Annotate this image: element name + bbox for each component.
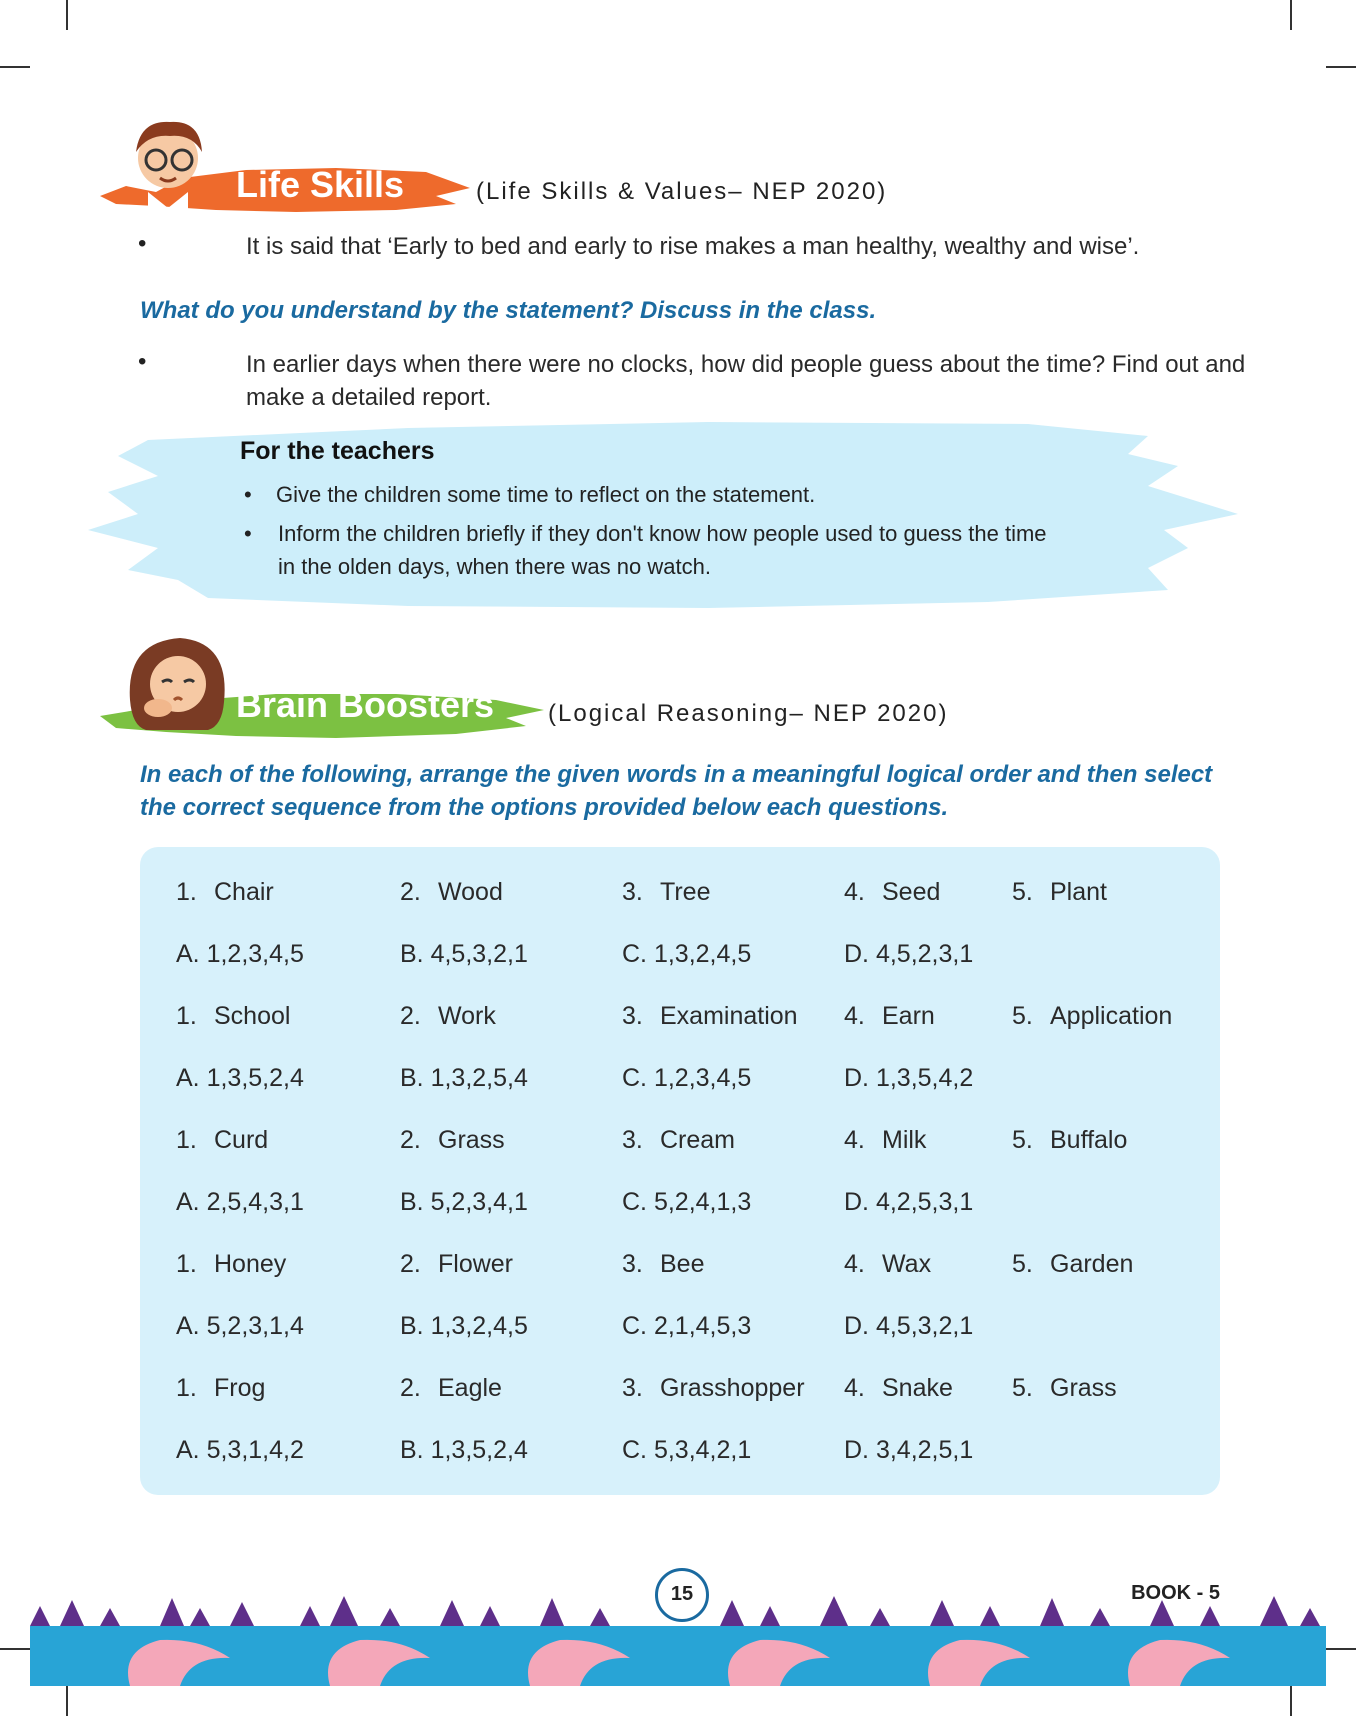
- word-text: Application: [1050, 1002, 1173, 1030]
- question-word: [622, 1250, 704, 1279]
- teacher-note-item: [240, 517, 1140, 583]
- word-text: Garden: [1050, 1250, 1134, 1278]
- bullet-dot: •: [244, 482, 252, 507]
- word-text: Curd: [214, 1126, 269, 1154]
- word-number: 1.: [176, 1126, 197, 1154]
- answer-option: B. 5,2,3,4,1: [400, 1188, 528, 1216]
- word-number: 4.: [844, 1126, 865, 1154]
- question-word: [400, 1126, 505, 1155]
- answer-option: D. 4,5,3,2,1: [844, 1312, 974, 1340]
- brain-boosters-instruction: [140, 758, 1212, 824]
- girl-character-icon: [130, 638, 225, 730]
- question-word: [622, 1126, 735, 1155]
- word-text: Grasshopper: [660, 1374, 805, 1402]
- answer-option: C. 1,3,2,4,5: [622, 940, 752, 968]
- word-text: Tree: [660, 878, 711, 906]
- question-word: [176, 1374, 265, 1403]
- answer-option: A. 1,2,3,4,5: [176, 940, 304, 968]
- life-skills-statement: It is said that ‘Early to bed and early to rise makes a man healthy, wealthy and wise’.: [246, 233, 1140, 260]
- word-text: Grass: [438, 1126, 505, 1154]
- question-word: [400, 878, 503, 907]
- teacher-note-item-text: Give the children some time to reflect on the statement.: [276, 482, 816, 507]
- life-skills-tag: (Life Skills & Values– NEP 2020): [476, 178, 888, 205]
- answer-option: B. 1,3,5,2,4: [400, 1436, 528, 1464]
- instruction-line: the correct sequence from the options provided below each questions.: [140, 794, 949, 821]
- word-text: Earn: [882, 1002, 935, 1030]
- bullet-dot: •: [138, 230, 147, 257]
- question-word: [400, 1374, 502, 1403]
- bullet-dot: •: [138, 348, 147, 375]
- word-number: 3.: [622, 1250, 643, 1278]
- question-word: [1012, 1126, 1127, 1155]
- crop-mark: [66, 1686, 68, 1716]
- word-text: Examination: [660, 1002, 798, 1030]
- word-number: 3.: [622, 878, 643, 906]
- word-number: 5.: [1012, 1374, 1033, 1402]
- word-text: Flower: [438, 1250, 514, 1278]
- answer-option: C. 1,2,3,4,5: [622, 1064, 752, 1092]
- report-task-line: make a detailed report.: [246, 384, 492, 411]
- word-text: Plant: [1050, 878, 1107, 906]
- question-word: [1012, 1250, 1133, 1279]
- answer-option: B. 1,3,2,4,5: [400, 1312, 528, 1340]
- word-text: Work: [438, 1002, 496, 1030]
- answer-option: C. 5,2,4,1,3: [622, 1188, 752, 1216]
- brain-boosters-tag: (Logical Reasoning– NEP 2020): [548, 700, 949, 727]
- answer-option: D. 3,4,2,5,1: [844, 1436, 974, 1464]
- word-text: Chair: [214, 878, 274, 906]
- brain-boosters-title: Brain Boosters: [236, 684, 495, 725]
- word-text: Seed: [882, 878, 941, 906]
- question-word: [400, 1002, 496, 1031]
- answer-option: A. 5,2,3,1,4: [176, 1312, 304, 1340]
- life-skills-question: What do you understand by the statement? Discuss in the class.: [140, 297, 877, 324]
- word-number: 1.: [176, 1374, 197, 1402]
- question-word: [176, 1002, 290, 1031]
- word-text: Frog: [214, 1374, 266, 1402]
- instruction-line: In each of the following, arrange the given words in a meaningful logical order and then select: [140, 761, 1213, 788]
- word-number: 4.: [844, 878, 865, 906]
- teacher-note: [240, 437, 1140, 583]
- word-number: 5.: [1012, 1126, 1033, 1154]
- word-number: 1.: [176, 1002, 197, 1030]
- question-word: [176, 1250, 286, 1279]
- answer-option: B. 1,3,2,5,4: [400, 1064, 528, 1092]
- answer-option: D. 1,3,5,4,2: [844, 1064, 974, 1092]
- word-number: 1.: [176, 878, 197, 906]
- word-number: 2.: [400, 1002, 421, 1030]
- word-text: Buffalo: [1050, 1126, 1128, 1154]
- crop-mark: [0, 66, 30, 68]
- question-word: [844, 1002, 935, 1031]
- word-number: 3.: [622, 1374, 643, 1402]
- word-text: Eagle: [438, 1374, 502, 1402]
- question-word: [844, 1374, 953, 1403]
- word-text: Wood: [438, 878, 503, 906]
- question-word: [176, 1126, 268, 1155]
- page-number: 15: [655, 1568, 709, 1622]
- question-word: [622, 1374, 805, 1403]
- word-number: 4.: [844, 1374, 865, 1402]
- question-word: [622, 878, 710, 907]
- crop-mark: [1290, 0, 1292, 30]
- book-label: BOOK - 5: [1131, 1582, 1220, 1604]
- answer-option: D. 4,2,5,3,1: [844, 1188, 974, 1216]
- question-word: [400, 1250, 513, 1279]
- answer-option: A. 5,3,1,4,2: [176, 1436, 304, 1464]
- crop-mark: [1290, 1686, 1292, 1716]
- word-text: Honey: [214, 1250, 287, 1278]
- word-text: Milk: [882, 1126, 927, 1154]
- question-word: [844, 878, 940, 907]
- word-text: Cream: [660, 1126, 736, 1154]
- bullet-dot: •: [244, 521, 252, 546]
- word-number: 5.: [1012, 878, 1033, 906]
- word-number: 5.: [1012, 1250, 1033, 1278]
- question-word: [1012, 1002, 1172, 1031]
- word-number: 2.: [400, 1374, 421, 1402]
- answer-option: D. 4,5,2,3,1: [844, 940, 974, 968]
- life-skills-report-task: [246, 348, 1245, 414]
- word-number: 1.: [176, 1250, 197, 1278]
- teacher-note-item: [240, 478, 1140, 511]
- word-number: 4.: [844, 1002, 865, 1030]
- word-number: 5.: [1012, 1002, 1033, 1030]
- word-number: 2.: [400, 1126, 421, 1154]
- answer-option: A. 1,3,5,2,4: [176, 1064, 304, 1092]
- word-number: 2.: [400, 1250, 421, 1278]
- word-number: 4.: [844, 1250, 865, 1278]
- word-number: 3.: [622, 1002, 643, 1030]
- word-text: Bee: [660, 1250, 705, 1278]
- answer-option: C. 5,3,4,2,1: [622, 1436, 752, 1464]
- teacher-note-item-text: in the olden days, when there was no watch.: [278, 554, 711, 579]
- answer-option: A. 2,5,4,3,1: [176, 1188, 304, 1216]
- word-number: 2.: [400, 878, 421, 906]
- word-number: 3.: [622, 1126, 643, 1154]
- question-word: [622, 1002, 798, 1031]
- question-word: [1012, 1374, 1117, 1403]
- report-task-line: In earlier days when there were no clocks, how did people guess about the time? Find out and: [246, 351, 1246, 378]
- word-text: Wax: [882, 1250, 932, 1278]
- question-word: [176, 878, 274, 907]
- teacher-note-item-text: Inform the children briefly if they don't know how people used to guess the time: [278, 521, 1047, 546]
- word-text: School: [214, 1002, 291, 1030]
- crop-mark: [1326, 66, 1356, 68]
- word-text: Snake: [882, 1374, 953, 1402]
- crop-mark: [66, 0, 68, 30]
- answer-option: B. 4,5,3,2,1: [400, 940, 528, 968]
- life-skills-title: Life Skills: [236, 164, 405, 205]
- question-word: [844, 1126, 926, 1155]
- crop-mark: [1326, 1648, 1356, 1650]
- word-text: Grass: [1050, 1374, 1117, 1402]
- question-word: [1012, 878, 1107, 907]
- question-word: [844, 1250, 931, 1279]
- crop-mark: [0, 1648, 30, 1650]
- answer-option: C. 2,1,4,5,3: [622, 1312, 752, 1340]
- teacher-note-heading: For the teachers: [240, 437, 435, 465]
